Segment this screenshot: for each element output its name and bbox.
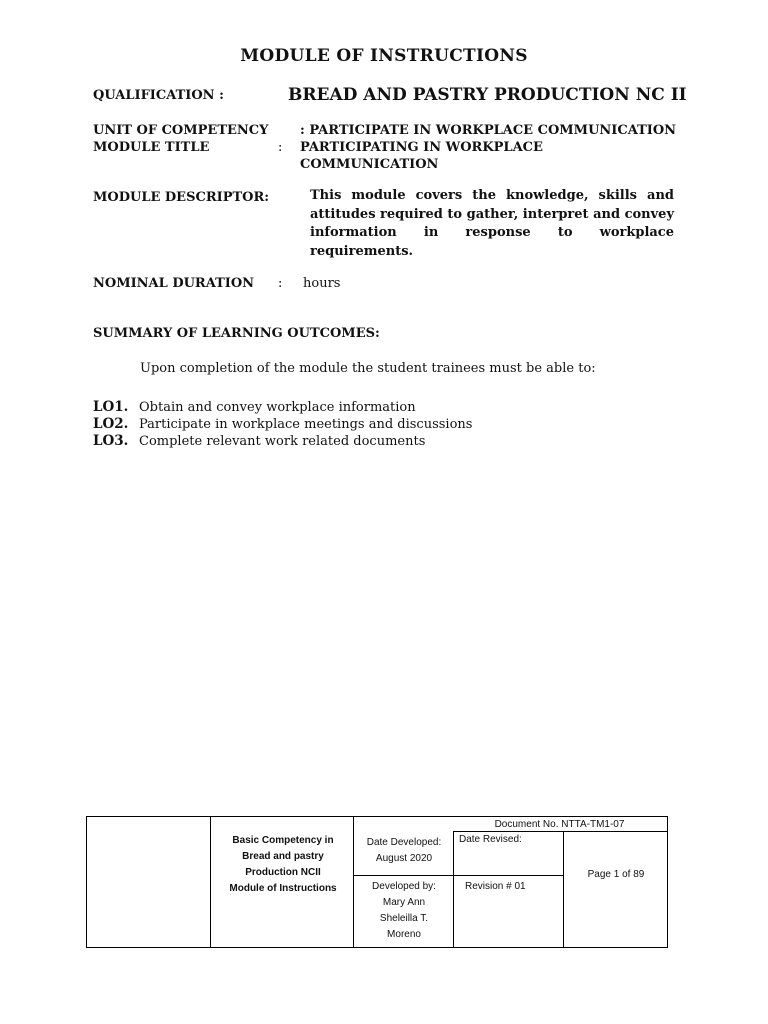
page-title: MODULE OF INSTRUCTIONS: [240, 46, 528, 66]
module-title-colon: :: [278, 140, 283, 155]
document-number: Document No. NTTA-TM1-07: [494, 819, 625, 830]
developed-by-label: Developed by:: [372, 881, 436, 892]
footer-table: [86, 816, 668, 948]
outcome-text: Obtain and convey workplace information: [139, 400, 416, 415]
module-title-label: MODULE TITLE: [93, 140, 210, 155]
module-name-cell: Basic Competency in Bread and pastry Production NCII Module of Instructions: [229, 835, 337, 894]
nominal-duration-value: hours: [303, 276, 341, 291]
divider: [210, 817, 211, 947]
qualification-label: QUALIFICATION :: [93, 88, 224, 103]
page-number: Page 1 of 89: [587, 869, 645, 880]
module-descriptor-label: MODULE DESCRIPTOR:: [93, 190, 270, 205]
outcome-text: Complete relevant work related documents: [139, 434, 426, 449]
divider: [563, 831, 564, 947]
date-developed-value: August 2020: [375, 853, 433, 864]
module-descriptor-text: This module covers the knowledge, skills and attitudes required to gather, interpret and convey information in response to workplace requirements.: [310, 188, 674, 259]
revision-number: Revision # 01: [465, 881, 526, 892]
nominal-duration-label: NOMINAL DURATION: [93, 276, 255, 291]
summary-intro: Upon completion of the module the student trainees must be able to:: [140, 361, 596, 376]
outcome-code: LO3.: [93, 433, 129, 449]
outcome-code: LO1.: [93, 399, 129, 415]
divider: [453, 831, 454, 947]
divider: [353, 817, 354, 947]
date-revised-label: Date Revised:: [459, 834, 522, 845]
qualification-value: BREAD AND PASTRY PRODUCTION NC II: [288, 85, 687, 105]
developed-by-value: Mary Ann Sheleilla T. Moreno: [379, 897, 429, 940]
outcome-code: LO2.: [93, 416, 129, 432]
unit-of-competency-label: UNIT OF COMPETENCY: [93, 123, 269, 138]
date-developed-label: Date Developed:: [366, 837, 442, 848]
outcome-text: Participate in workplace meetings and discussions: [139, 417, 473, 432]
divider: [353, 875, 563, 876]
nominal-duration-colon: :: [278, 276, 283, 291]
summary-heading: SUMMARY OF LEARNING OUTCOMES:: [93, 326, 380, 341]
module-title-value-line1: PARTICIPATING IN WORKPLACE: [300, 140, 543, 155]
unit-of-competency-value: : PARTICIPATE IN WORKPLACE COMMUNICATION: [300, 123, 677, 138]
module-title-value-line2: COMMUNICATION: [300, 157, 439, 172]
list-item: [93, 430, 425, 449]
